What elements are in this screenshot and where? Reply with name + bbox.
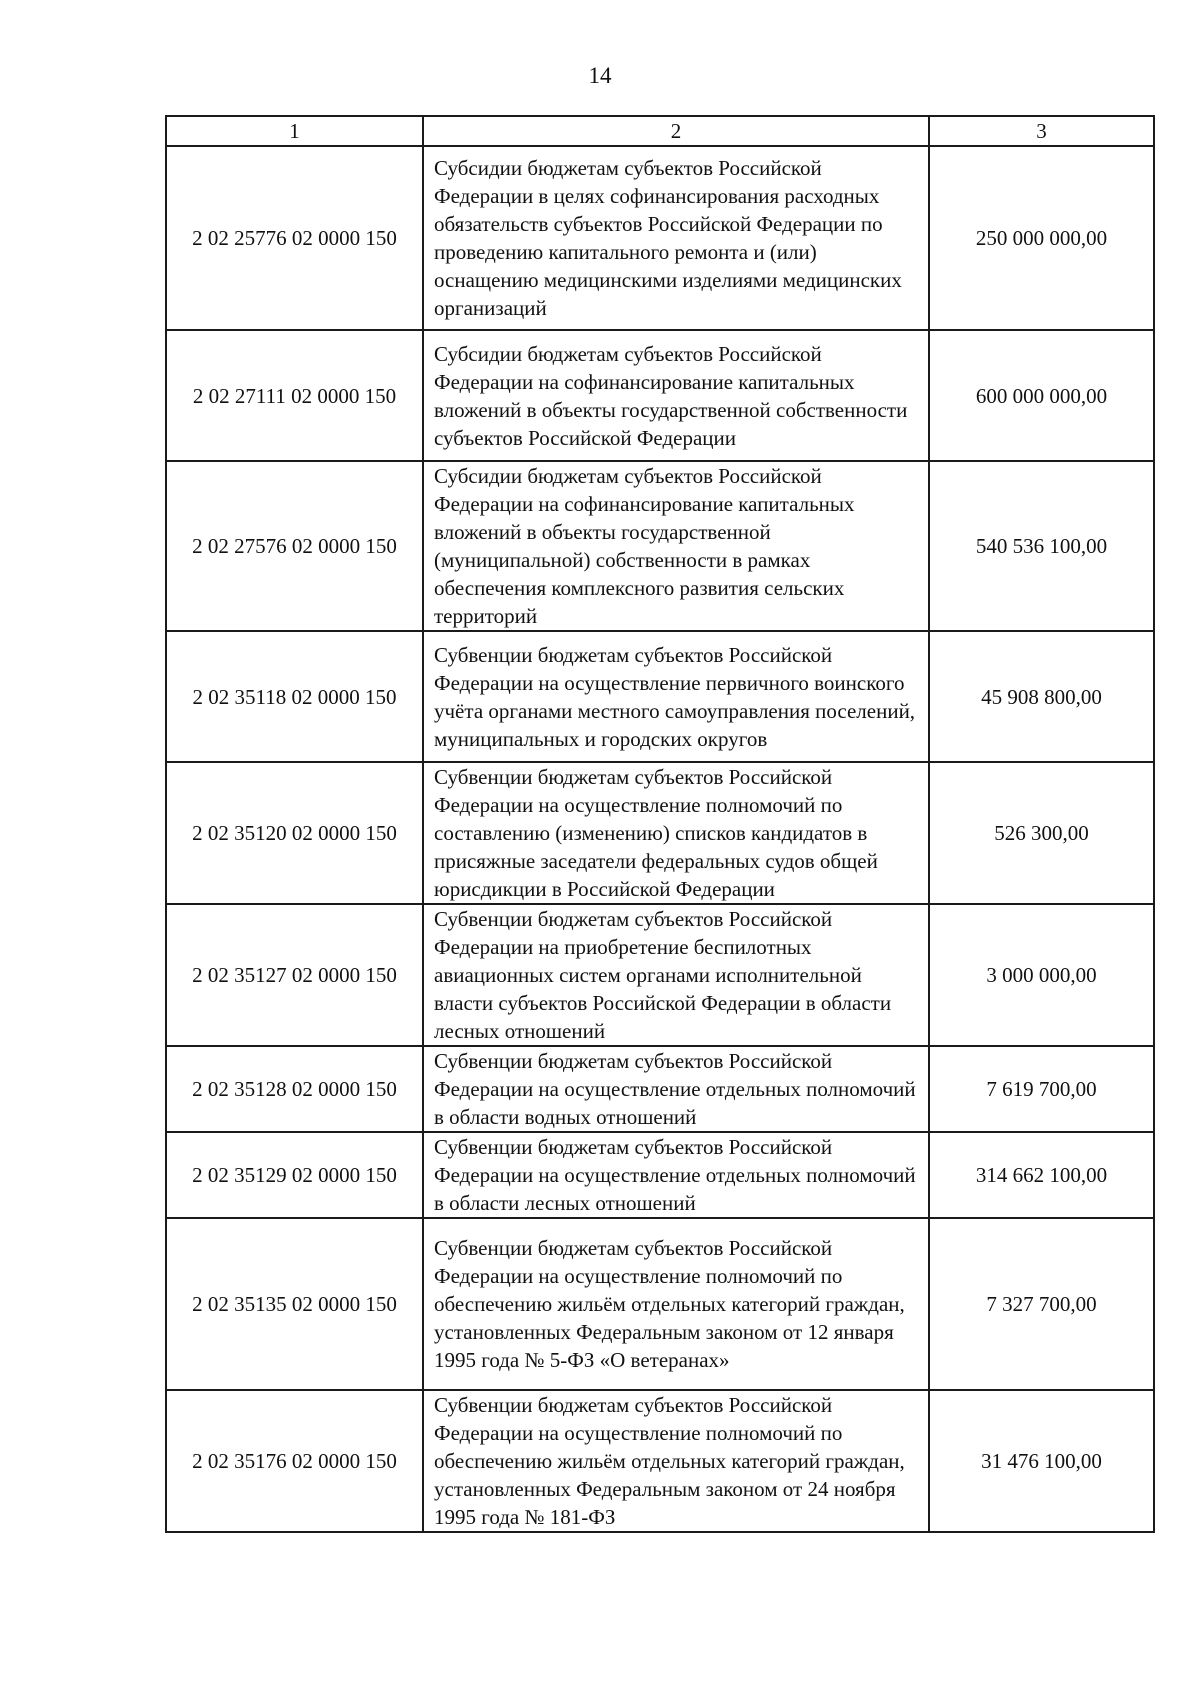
budget-code-cell: 2 02 35120 02 0000 150 — [166, 762, 423, 904]
budget-code-cell: 2 02 35176 02 0000 150 — [166, 1390, 423, 1532]
budget-code-cell: 2 02 27111 02 0000 150 — [166, 330, 423, 461]
budget-code-cell: 2 02 35127 02 0000 150 — [166, 904, 423, 1046]
table-row — [166, 461, 1154, 631]
budget-code-cell: 2 02 35118 02 0000 150 — [166, 631, 423, 762]
table-row — [166, 631, 1154, 762]
description-cell: Субвенции бюджетам субъектов Российской Федерации на осуществление полномочий по составлению (изменению) списков кандидатов в присяжные заседатели федеральных судов общей юрисдикции в Российской Федерации — [423, 762, 929, 904]
amount-cell: 31 476 100,00 — [929, 1390, 1154, 1532]
amount-cell: 600 000 000,00 — [929, 330, 1154, 461]
amount-cell: 45 908 800,00 — [929, 631, 1154, 762]
page-number: 14 — [588, 63, 612, 88]
budget-code-cell: 2 02 35128 02 0000 150 — [166, 1046, 423, 1132]
table-row — [166, 1046, 1154, 1132]
budget-code-cell: 2 02 25776 02 0000 150 — [166, 146, 423, 330]
column-header-description: 2 — [423, 116, 929, 146]
column-header-code: 1 — [166, 116, 423, 146]
table-row — [166, 904, 1154, 1046]
budget-revenue-table — [165, 115, 1155, 1533]
column-header-amount: 3 — [929, 116, 1154, 146]
amount-cell: 7 619 700,00 — [929, 1046, 1154, 1132]
table-row — [166, 1390, 1154, 1532]
amount-cell: 526 300,00 — [929, 762, 1154, 904]
description-cell: Субсидии бюджетам субъектов Российской Федерации в целях софинансирования расходных обязательств субъектов Российской Федерации по проведению капитального ремонта и (или) оснащению медицинскими изделиями медицинских организаций — [423, 146, 929, 330]
budget-code-cell: 2 02 35129 02 0000 150 — [166, 1132, 423, 1218]
amount-cell: 314 662 100,00 — [929, 1132, 1154, 1218]
description-cell: Субвенции бюджетам субъектов Российской Федерации на приобретение беспилотных авиационных систем органами исполнительной власти субъектов Российской Федерации в области лесных отношений — [423, 904, 929, 1046]
table-row — [166, 762, 1154, 904]
budget-code-cell: 2 02 35135 02 0000 150 — [166, 1218, 423, 1390]
table-row — [166, 1132, 1154, 1218]
amount-cell: 7 327 700,00 — [929, 1218, 1154, 1390]
budget-code-cell: 2 02 27576 02 0000 150 — [166, 461, 423, 631]
table-row — [166, 146, 1154, 330]
description-cell: Субвенции бюджетам субъектов Российской Федерации на осуществление полномочий по обеспечению жильём отдельных категорий граждан, установленных Федеральным законом от 12 января 1995 года № 5-ФЗ «О ветеранах» — [423, 1218, 929, 1390]
description-cell: Субвенции бюджетам субъектов Российской Федерации на осуществление отдельных полномочий в области водных отношений — [423, 1046, 929, 1132]
description-cell: Субвенции бюджетам субъектов Российской Федерации на осуществление отдельных полномочий в области лесных отношений — [423, 1132, 929, 1218]
description-cell: Субсидии бюджетам субъектов Российской Федерации на софинансирование капитальных вложений в объекты государственной собственности субъектов Российской Федерации — [423, 330, 929, 461]
amount-cell: 250 000 000,00 — [929, 146, 1154, 330]
table-row — [166, 330, 1154, 461]
description-cell: Субсидии бюджетам субъектов Российской Федерации на софинансирование капитальных вложений в объекты государственной (муниципальной) собственности в рамках обеспечения комплексного развития сельских территорий — [423, 461, 929, 631]
amount-cell: 3 000 000,00 — [929, 904, 1154, 1046]
amount-cell: 540 536 100,00 — [929, 461, 1154, 631]
table-row — [166, 1218, 1154, 1390]
table-header-row — [166, 116, 1154, 146]
description-cell: Субвенции бюджетам субъектов Российской Федерации на осуществление первичного воинского учёта органами местного самоуправления поселений, муниципальных и городских округов — [423, 631, 929, 762]
description-cell: Субвенции бюджетам субъектов Российской Федерации на осуществление полномочий по обеспечению жильём отдельных категорий граждан, установленных Федеральным законом от 24 ноября 1995 года № 181-ФЗ — [423, 1390, 929, 1532]
